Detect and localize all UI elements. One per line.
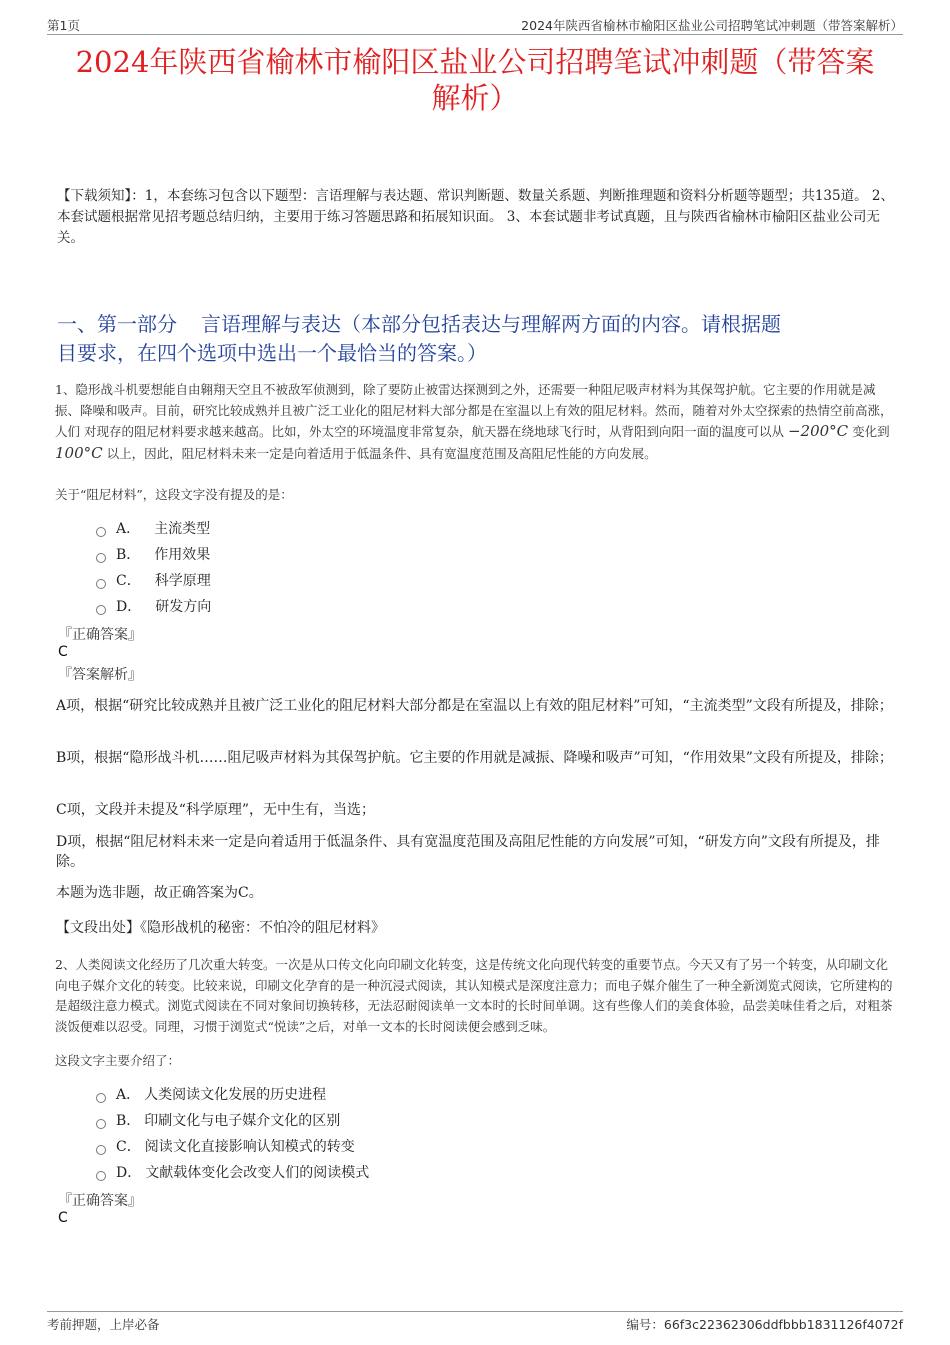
page-footer — [47, 1311, 903, 1332]
option-text: 科学原理 — [154, 573, 211, 589]
option-label: C． — [116, 1139, 141, 1155]
section-part: 一、第一部分 — [57, 312, 177, 336]
option-text: 作用效果 — [154, 547, 211, 563]
option-label: C． — [116, 573, 141, 589]
option-label: B． — [116, 547, 141, 563]
q1-analysis-d: D项，根据“阻尼材料未来一定是向着适用于低温条件、具有宽温度范围及高阻尼性能的方向发展”可知，“研发方向”文段有所提及，排除。 — [56, 834, 880, 870]
q1-answer: C — [58, 644, 68, 660]
radio-icon[interactable] — [96, 579, 106, 589]
q1-text-b: 变化到 — [852, 424, 890, 439]
q1-temp-high: 100°C — [55, 443, 103, 462]
q2-option-c[interactable] — [96, 1134, 369, 1160]
radio-icon[interactable] — [96, 1171, 106, 1181]
q2-option-a[interactable] — [96, 1082, 369, 1108]
q1-temp-low: −200°C — [787, 422, 849, 440]
option-text: 人类阅读文化发展的历史进程 — [144, 1087, 327, 1103]
option-label: D． — [116, 1165, 142, 1181]
section-desc-1: 言语理解与表达（本部分包括表达与理解两方面的内容。请根据题 — [201, 312, 781, 336]
page-header — [47, 14, 903, 35]
q1-text-c: 以上，因此，阻尼材料未来一定是向着适用于低温条件、具有宽温度范围及高阻尼性能的方向发展。 — [106, 445, 657, 461]
option-text: 主流类型 — [154, 521, 211, 537]
radio-icon[interactable] — [96, 1145, 106, 1155]
q2-answer-label: 『正确答案』 — [58, 1193, 142, 1209]
question-1-options — [96, 516, 211, 620]
q1-option-c[interactable] — [96, 568, 211, 594]
q2-answer: C — [58, 1210, 68, 1226]
footer-slogan: 考前押题，上岸必备 — [47, 1317, 160, 1332]
q2-option-b[interactable] — [96, 1108, 369, 1134]
question-2-prompt: 这段文字主要介绍了： — [55, 1053, 181, 1068]
radio-icon[interactable] — [96, 553, 106, 563]
header-doc-title: 2024年陕西省榆林市榆阳区盐业公司招聘笔试冲刺题（带答案解析） — [521, 18, 903, 33]
option-label: A． — [116, 521, 141, 537]
document-title — [55, 44, 895, 116]
q1-option-b[interactable] — [96, 542, 211, 568]
footer-code-label: 编号： — [626, 1317, 664, 1332]
radio-icon[interactable] — [96, 1119, 106, 1129]
title-line-2: 解析） — [431, 81, 519, 115]
section-heading — [57, 310, 900, 368]
q1-option-d[interactable] — [96, 594, 211, 620]
option-text: 印刷文化与电子媒介文化的区别 — [144, 1113, 341, 1129]
option-label: B． — [116, 1113, 141, 1129]
title-line-1: 2024年陕西省榆林市榆阳区盐业公司招聘笔试冲刺题（带答案 — [75, 45, 875, 79]
download-notice: 【下载须知】：1，本套练习包含以下题型：言语理解与表达题、常识判断题、数量关系题、判断推理题和资料分析题等题型；共135道。 2、本套试题根据常见招考题总结归纳，主要用于练习答题思路和拓展知识面。 3、本套试题非考试真题，且与陕西省榆林市榆阳区盐业公司无关。 — [57, 188, 894, 246]
radio-icon[interactable] — [96, 605, 106, 615]
q1-analysis-label: 『答案解析』 — [58, 667, 142, 683]
radio-icon[interactable] — [96, 1093, 106, 1103]
section-desc-2: 目要求，在四个选项中选出一个最恰当的答案。） — [57, 341, 487, 365]
footer-code — [626, 1315, 903, 1333]
q1-source: 【文段出处】《隐形战机的秘密：不怕冷的阻尼材料》 — [56, 920, 385, 936]
q1-text-a: 1、隐形战斗机要想能自由翱翔天空且不被敌军侦测到，除了要防止被雷达探测到之外，还需要一种阻尼吸声材料为其保驾护航。它主要的作用就是减振、降噪和吸声。目前，研究比较成熟并且被广泛工业化的阻尼材料大部分都是在室温以上有效的阻尼材料。然而，随着对外太空探索的热情空前高涨， 人们 对现存的阻尼材料要求越来越高。比如，外太空的环境温度非常复杂，航天器在绕地球飞行时，从背阳到向阳一面的温度可以从 — [55, 382, 893, 439]
question-2-options — [96, 1082, 369, 1186]
option-label: A． — [116, 1087, 141, 1103]
q1-option-a[interactable] — [96, 516, 211, 542]
page-number: 第1页 — [47, 18, 80, 33]
option-label: D． — [116, 599, 142, 615]
q1-analysis-a: A项，根据“研究比较成熟并且被广泛工业化的阻尼材料大部分都是在室温以上有效的阻尼材料”可知，“主流类型”文段有所提及，排除； — [56, 698, 893, 714]
option-text: 文献载体变化会改变人们的阅读模式 — [145, 1165, 370, 1181]
question-2-passage: 2、人类阅读文化经历了几次重大转变。一次是从口传文化向印刷文化转变，这是传统文化向现代转变的重要节点。今天又有了另一个转变，从印刷文化向电子媒介文化的转变。比较来说，印刷文化孕育的是一种沉浸式阅读，其认知模式是深度注意力；而电子媒介催生了一种全新浏览式阅读，它所建构的是超级注意力模式。浏览式阅读在不同对象间切换转移，无法忍耐阅读单一文本时的长时间单调。这有些像人们的美食体验，品尝美味佳肴之后，对粗茶淡饭便难以忍受。同理，习惯于浏览式“悦读”之后，对单一文本的长时阅读便会感到乏味。 — [55, 957, 893, 1034]
q2-option-d[interactable] — [96, 1160, 369, 1186]
option-text: 阅读文化直接影响认知模式的转变 — [144, 1139, 355, 1155]
question-1-passage — [55, 380, 900, 464]
footer-code-value: 66f3c22362306ddfbbb1831126f4072f — [663, 1317, 903, 1332]
question-1-prompt: 关于“阻尼材料”，这段文字没有提及的是： — [55, 487, 293, 502]
radio-icon[interactable] — [96, 527, 106, 537]
q1-conclusion: 本题为选非题，故正确答案为C。 — [56, 885, 263, 901]
q1-answer-label: 『正确答案』 — [58, 627, 142, 643]
option-text: 研发方向 — [155, 599, 212, 615]
q1-analysis-c: C项，文段并未提及“科学原理”，无中生有，当选； — [56, 802, 376, 818]
q1-analysis-b: B项，根据“隐形战斗机……阻尼吸声材料为其保驾护航。它主要的作用就是减振、降噪和吸声”可知，“作用效果”文段有所提及，排除； — [56, 750, 893, 766]
